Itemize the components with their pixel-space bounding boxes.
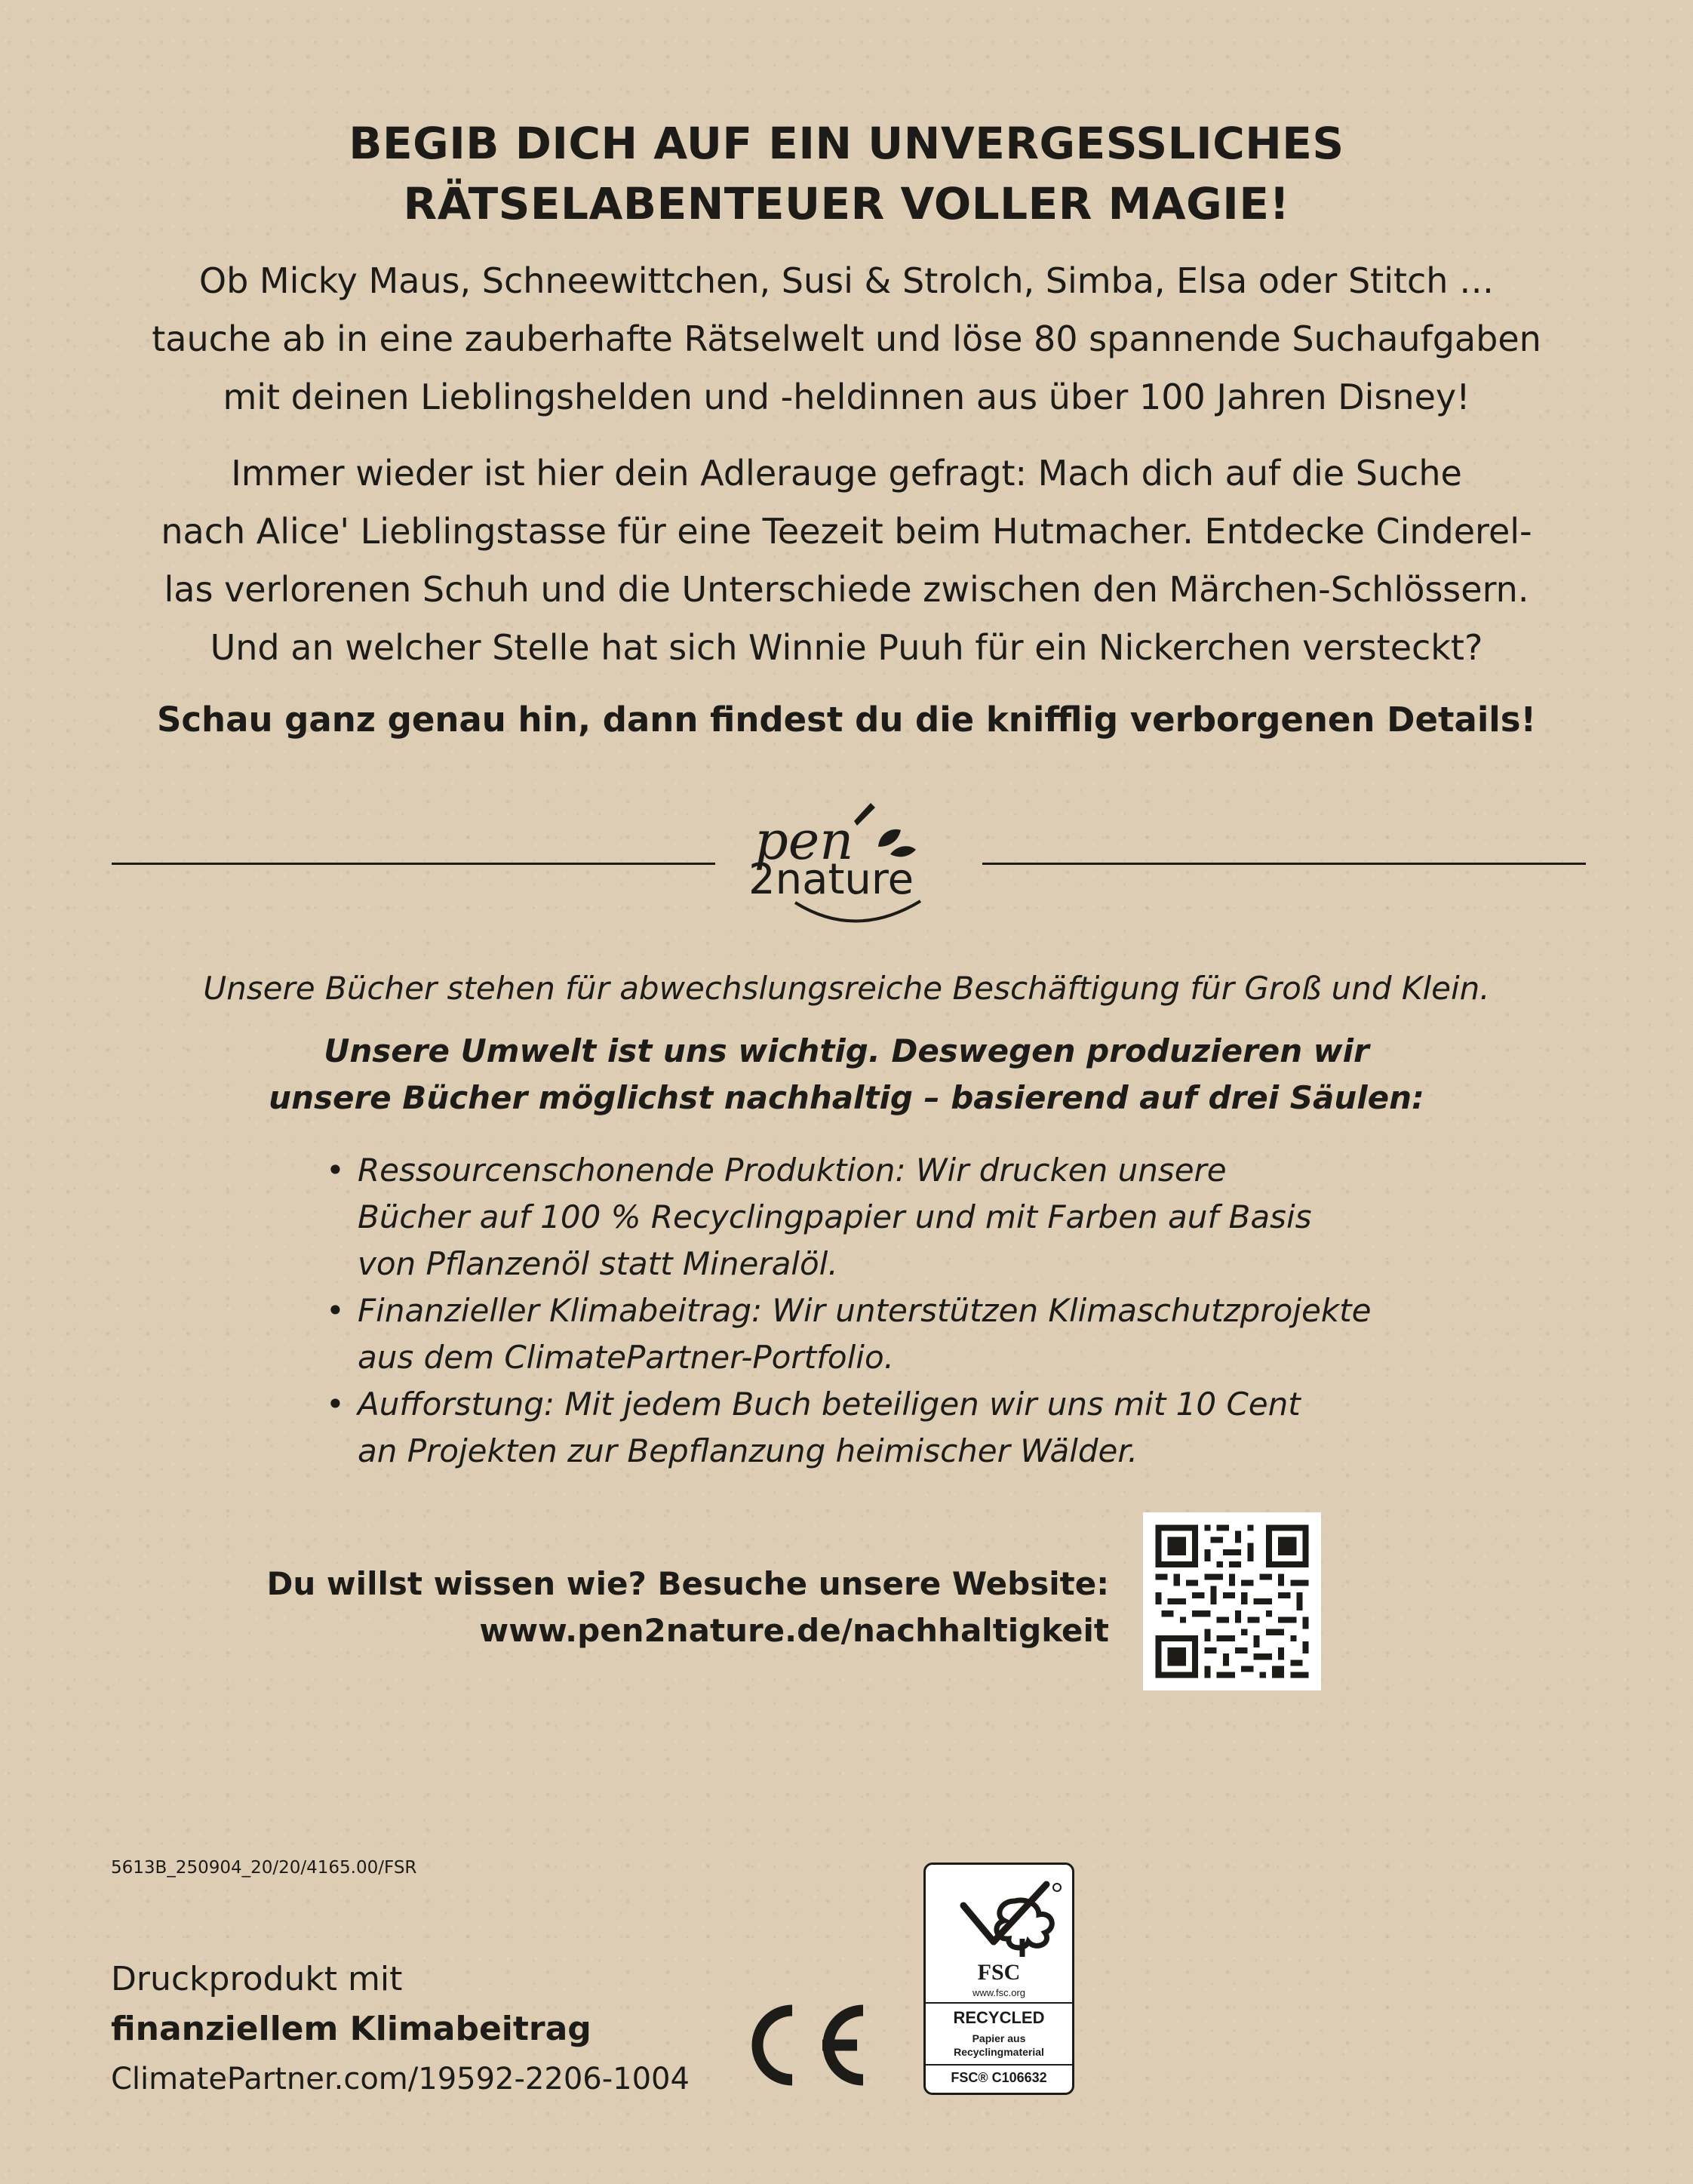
bullet-line: • Aufforstung: Mit jedem Buch beteiligen wir uns mit 10 Cent [358, 1386, 1301, 1423]
list-item [326, 1287, 1382, 1381]
about-text: Unsere Bücher stehen für abwechslungsreiche Beschäftigung für Groß und Klein. [203, 970, 1490, 1007]
fsc-recycled: RECYCLED [953, 2008, 1045, 2027]
bullet-line: Bücher auf 100 % Recyclingpapier und mit Farben auf Basis [358, 1198, 1312, 1235]
divider-left [112, 863, 715, 865]
logo-text-2nature: 2nature [748, 855, 914, 904]
fsc-recycled-label [923, 1863, 1074, 2095]
headline-line-1: BEGIB DICH AUF EIN UNVERGESSLICHES [349, 118, 1344, 169]
qr-code[interactable] [1143, 1512, 1321, 1690]
fsc-material-line-2: Recyclingmaterial [954, 2046, 1044, 2058]
intro-paragraph-1 [0, 252, 1693, 426]
headline [0, 113, 1693, 234]
intro-line: Ob Micky Maus, Schneewittchen, Susi & Strolch, Simba, Elsa oder Stitch … [198, 260, 1495, 301]
bullet-line: an Projekten zur Bepflanzung heimischer Wälder. [358, 1432, 1138, 1469]
fsc-divider [926, 2002, 1072, 2004]
eco-line-2: unsere Bücher möglichst nachhaltig – basierend auf drei Säulen: [269, 1079, 1424, 1116]
bullet-line: • Finanzieller Klimabeitrag: Wir unterstützen Klimaschutzprojekte [358, 1292, 1372, 1329]
climate-partner-link[interactable]: ClimatePartner.com/19592-2206-1004 [111, 2062, 690, 2096]
leaf-icon [878, 829, 901, 847]
qr-code-icon [1143, 1512, 1321, 1690]
list-item [326, 1381, 1382, 1475]
bullet-line: • Ressourcenschonende Produktion: Wir drucken unsere [358, 1152, 1227, 1189]
intro-line: Immer wieder ist hier dein Adlerauge gefragt: Mach dich auf die Suche [231, 453, 1462, 494]
climate-line-2: finanziellem Klimabeitrag [111, 2010, 591, 2048]
logo-text-pen: pen [754, 810, 854, 872]
fsc-url: www.fsc.org [972, 1987, 1026, 1998]
climate-line-1: Druckprodukt mit [111, 1960, 403, 1998]
print-code: 5613B_250904_20/20/4165.00/FSR [111, 1858, 417, 1878]
eco-statement [0, 1028, 1693, 1121]
intro-line: nach Alice' Lieblingstasse für eine Teezeit beim Hutmacher. Entdecke Cinderel- [161, 511, 1532, 552]
headline-line-2: RÄTSELABENTEUER VOLLER MAGIE! [403, 178, 1290, 229]
fsc-material-line-1: Papier aus [972, 2032, 1026, 2044]
bullet-line: aus dem ClimatePartner-Portfolio. [358, 1339, 894, 1376]
pen2nature-logo [742, 800, 969, 928]
intro-line: las verlorenen Schuh und die Unterschiede zwischen den Märchen-Schlössern. [164, 569, 1529, 610]
intro-line: mit deinen Lieblingshelden und -heldinnen aus über 100 Jahren Disney! [223, 377, 1470, 417]
climate-partner-block [111, 1955, 690, 2104]
divider-right [982, 863, 1586, 865]
website-block [267, 1561, 1110, 1654]
intro-call-to-action: Schau ganz genau hin, dann findest du die knifflig verborgenen Details! [156, 700, 1537, 740]
fsc-name: FSC [977, 1960, 1021, 1985]
intro-paragraph-2 [0, 444, 1693, 677]
fsc-tree-check-icon [926, 1878, 1072, 1963]
fsc-license: FSC® C106632 [951, 2070, 1047, 2085]
fsc-divider [926, 2064, 1072, 2066]
list-item [326, 1147, 1382, 1287]
pen-icon [854, 803, 875, 826]
intro-line: Und an welcher Stelle hat sich Winnie Puuh für ein Nickerchen versteckt? [210, 627, 1483, 668]
eco-line-1: Unsere Umwelt ist uns wichtig. Deswegen produzieren wir [324, 1032, 1369, 1069]
website-url-link[interactable]: www.pen2nature.de/nachhaltigkeit [479, 1612, 1109, 1649]
bullet-line: von Pflanzenöl statt Mineralöl. [358, 1245, 838, 1282]
website-prompt: Du willst wissen wie? Besuche unsere Website: [266, 1565, 1109, 1602]
ce-mark-icon [738, 1992, 874, 2098]
sustainability-pillars-list [326, 1147, 1382, 1475]
intro-line: tauche ab in eine zauberhafte Rätselwelt und löse 80 spannende Suchaufgaben [152, 318, 1541, 359]
